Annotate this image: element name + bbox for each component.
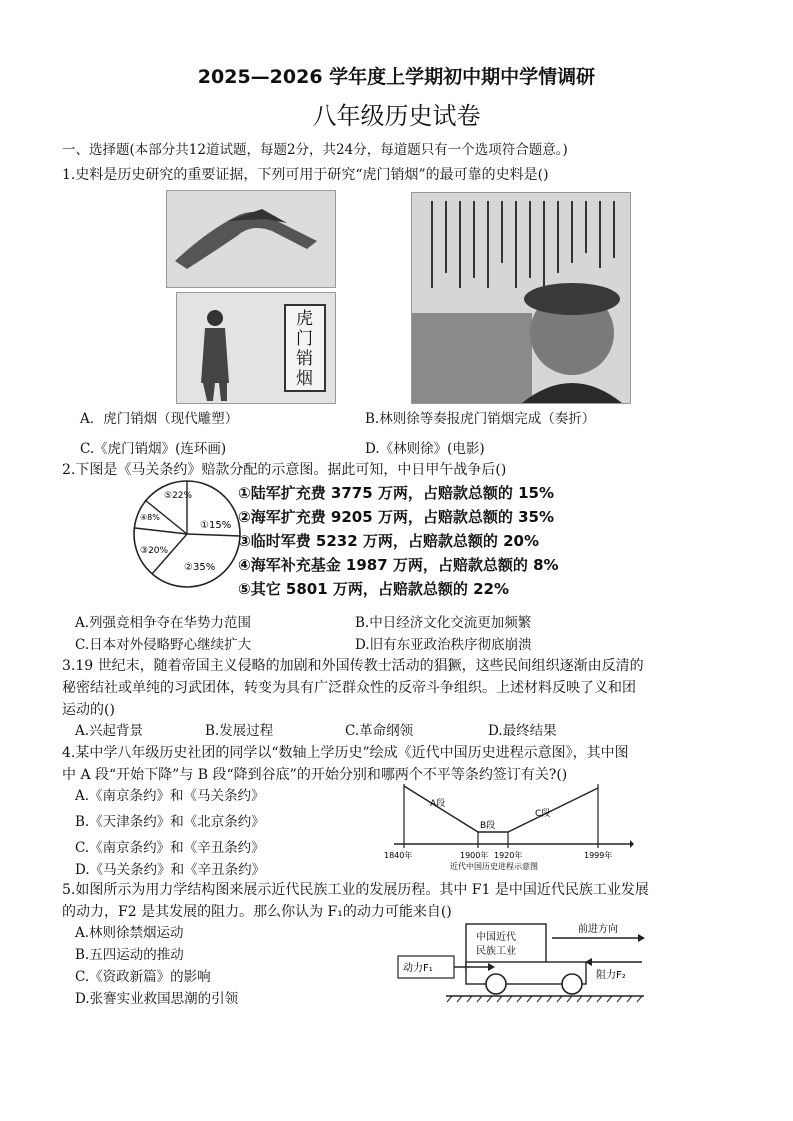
- q5-line-2: 的动力，F2 是其发展的阻力。那么你认为 F₁的动力可能来自(): [62, 904, 452, 920]
- slice-label-3: ③20%: [140, 546, 169, 556]
- sculpture-photo: [166, 190, 336, 288]
- pie-legend-1: ①陆军扩充费 3775 万两，占赔款总额的 15%: [238, 484, 555, 502]
- q3-option-a[interactable]: A.兴起背景: [75, 723, 144, 739]
- q5-option-c[interactable]: C.《资政新篇》的影响: [75, 969, 211, 985]
- tick-1999: 1999年: [584, 851, 613, 860]
- q1-option-d[interactable]: D.《林则徐》(电影): [365, 441, 485, 457]
- q2-option-d[interactable]: D.旧有东亚政治秩序彻底崩溃: [355, 637, 532, 653]
- segment-c-label: C段: [535, 809, 551, 819]
- q2-option-c[interactable]: C.日本对外侵略野心继续扩大: [75, 637, 252, 653]
- q4-option-c[interactable]: C.《南京条约》和《辛丑条约》: [75, 840, 265, 856]
- q5-line-1: 5.如图所示为用力学结构图来展示近代民族工业的发展历程。其中 F1 是中国近代民族工业发展: [62, 882, 649, 898]
- stamp-text: 虎门销烟: [296, 309, 313, 389]
- exam-title: 2025—2026 学年度上学期初中期中学情调研: [197, 66, 596, 88]
- pie-legend-3: ③临时军费 5232 万两，占赔款总额的 20%: [238, 532, 540, 550]
- section-heading: 一、选择题(本部分共12道试题，每题2分，共24分，每道题只有一个选项符合题意。): [62, 142, 568, 158]
- pie-legend-2: ②海军扩充费 9205 万两，占赔款总额的 35%: [238, 508, 555, 526]
- q4-option-d[interactable]: D.《马关条约》和《辛丑条约》: [75, 862, 266, 878]
- q1-option-a[interactable]: A．虎门销烟（现代雕塑）: [80, 411, 239, 427]
- tick-1920: 1920年: [494, 851, 523, 860]
- exam-subtitle: 八年级历史试卷: [312, 102, 481, 130]
- q4-line-2: 中 A 段“开始下降”与 B 段“降到谷底”的开始分别和哪两个不平等条约签订有关?(): [62, 767, 568, 783]
- pie-legend-4: ④海军补充基金 1987 万两，占赔款总额的 8%: [238, 556, 559, 574]
- q5-option-b[interactable]: B.五四运动的推动: [75, 947, 184, 963]
- q2-option-b[interactable]: B.中日经济文化交流更加频繁: [355, 615, 532, 631]
- memorial-portrait-photo: [411, 192, 631, 404]
- q1-stem: 1.史料是历史研究的重要证据，下列可用于研究“虎门销烟”的最可靠的史料是(): [62, 167, 549, 183]
- segment-b-label: B段: [480, 821, 496, 831]
- segment-a-label: A段: [430, 799, 446, 809]
- q3-line-1: 3.19 世纪末，随着帝国主义侵略的加剧和外国传教士活动的猖獗，这些民间组织逐渐由反清的: [62, 658, 644, 674]
- diagram-caption: 近代中国历史进程示意图: [450, 862, 538, 871]
- force-f2-label: 阻力F₂: [596, 970, 626, 981]
- slice-label-4: ④8%: [140, 513, 160, 522]
- tick-1840: 1840年: [384, 851, 413, 860]
- force-diagram: [392, 918, 647, 1006]
- q3-option-c[interactable]: C.革命纲领: [345, 723, 414, 739]
- q3-option-d[interactable]: D.最终结果: [488, 723, 557, 739]
- cart-label-line1: 中国近代: [476, 932, 516, 943]
- slice-label-5: ⑤22%: [164, 491, 193, 501]
- pie-legend-5: ⑤其它 5801 万两，占赔款总额的 22%: [238, 580, 510, 598]
- q5-option-a[interactable]: A.林则徐禁烟运动: [75, 925, 184, 941]
- q3-line-2: 秘密结社或单纯的习武团体，转变为具有广泛群众性的反帝斗争组织。上述材料反映了义和团: [62, 680, 636, 696]
- q2-stem: 2.下图是《马关条约》赔款分配的示意图。据此可知，中日甲午战争后(): [62, 462, 507, 478]
- forward-direction-label: 前进方向: [578, 924, 618, 935]
- q4-option-a[interactable]: A.《南京条约》和《马关条约》: [75, 788, 265, 804]
- q4-line-1: 4.某中学八年级历史社团的同学以“数轴上学历史”绘成《近代中国历史进程示意图》，其中图: [62, 745, 629, 761]
- q5-option-d[interactable]: D.张謇实业救国思潮的引领: [75, 991, 239, 1007]
- sculpture-figure-photo: [176, 292, 336, 404]
- history-process-diagram: [380, 776, 635, 872]
- q2-option-a[interactable]: A.列强竞相争夺在华势力范围: [75, 615, 252, 631]
- cart-label-line2: 民族工业: [476, 946, 516, 957]
- indemnity-pie-chart: [132, 478, 242, 590]
- slice-label-1: ①15%: [200, 520, 232, 531]
- tick-1900: 1900年: [460, 851, 489, 860]
- q4-option-b[interactable]: B.《天津条约》和《北京条约》: [75, 814, 265, 830]
- q3-line-3: 运动的(): [62, 702, 115, 718]
- force-f1-label: 动力F₁: [403, 963, 433, 974]
- q1-option-b[interactable]: B.林则徐等奏报虎门销烟完成（奏折）: [365, 411, 596, 427]
- slice-label-2: ②35%: [184, 562, 216, 573]
- q3-option-b[interactable]: B.发展过程: [205, 723, 274, 739]
- q1-option-c[interactable]: C.《虎门销烟》(连环画): [80, 441, 227, 457]
